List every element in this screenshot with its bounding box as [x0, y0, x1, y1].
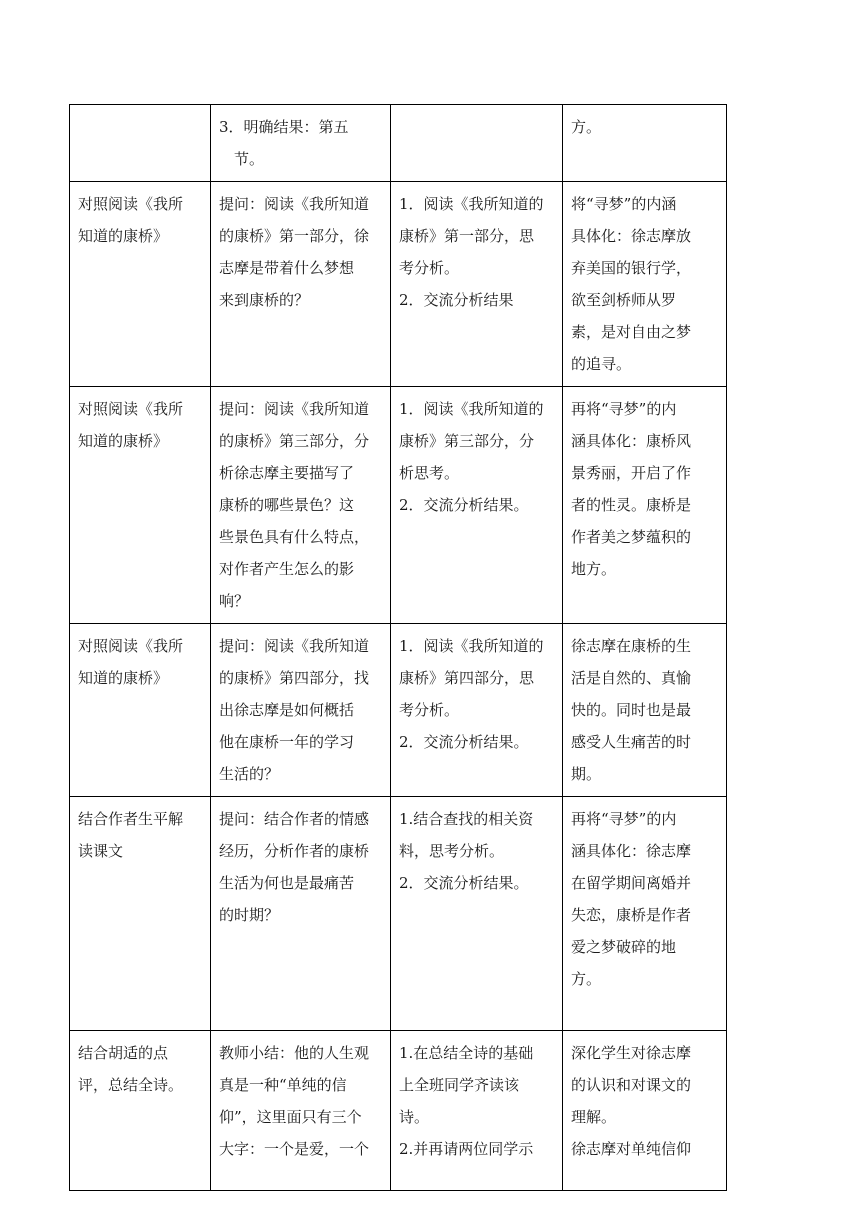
cell-text-line: 的康桥》第一部分，徐 — [219, 227, 370, 245]
design-intent-cell — [563, 387, 727, 624]
cell-text-line: 的认识和对课文的 — [571, 1076, 692, 1094]
cell-text-line: 欲至剑桥师从罗 — [571, 291, 677, 309]
design-intent-cell — [563, 105, 727, 182]
cell-text-line: 的时期？ — [219, 906, 280, 924]
cell-text-line: 大字：一个是爱，一个 — [219, 1140, 370, 1158]
cell-text-line: 感受人生痛苦的时 — [571, 733, 692, 751]
design-intent-cell — [563, 182, 727, 387]
cell-text-line: 康桥》第四部分，思 — [399, 669, 535, 687]
design-intent-cell — [563, 797, 727, 1031]
student-activity-cell — [391, 1031, 563, 1191]
cell-text-line: 他在康桥一年的学习 — [219, 733, 355, 751]
cell-text-line: 提问：阅读《我所知道 — [219, 400, 370, 418]
teacher-activity-cell — [211, 182, 391, 387]
cell-text-line: 些景色具有什么特点， — [219, 528, 370, 546]
cell-text-line: 真是一种“单纯的信 — [219, 1076, 347, 1094]
cell-text-line: 对照阅读《我所 — [78, 400, 184, 418]
cell-text-line: 将“寻梦”的内涵 — [571, 195, 677, 213]
cell-text-line: 来到康桥的？ — [219, 291, 310, 309]
student-activity-cell — [391, 105, 563, 182]
teacher-activity-cell — [211, 1031, 391, 1191]
cell-text-line: 结合胡适的点 — [78, 1044, 169, 1062]
cell-text-line: 读课文 — [78, 842, 124, 860]
cell-text-line: 2．交流分析结果。 — [399, 733, 529, 751]
cell-text-line: 康桥》第一部分，思 — [399, 227, 535, 245]
cell-text-line: 结合作者生平解 — [78, 810, 184, 828]
cell-text-line: 响？ — [219, 592, 250, 610]
table-row — [70, 182, 727, 387]
teaching-step-cell — [70, 1031, 211, 1191]
table-row — [70, 387, 727, 624]
cell-text-line: 考分析。 — [399, 259, 460, 277]
cell-text-line: 活是自然的、真愉 — [571, 669, 692, 687]
table-body — [70, 105, 727, 1191]
cell-text-line: 作者美之梦蕴积的 — [571, 528, 692, 546]
cell-text-line: 的康桥》第三部分，分 — [219, 432, 370, 450]
cell-text-line: 再将“寻梦”的内 — [571, 810, 677, 828]
teacher-activity-cell — [211, 797, 391, 1031]
cell-text-line: 提问：阅读《我所知道 — [219, 195, 370, 213]
cell-text-line: 1.在总结全诗的基础 — [399, 1044, 534, 1062]
cell-text-line: 1．阅读《我所知道的 — [399, 637, 544, 655]
cell-text-line: 快的。同时也是最 — [571, 701, 692, 719]
cell-text-line: 的追寻。 — [571, 355, 632, 373]
cell-text-line: 仰”，这里面只有三个 — [219, 1108, 362, 1126]
teaching-step-cell — [70, 182, 211, 387]
cell-text-line: 2．交流分析结果。 — [399, 874, 529, 892]
cell-text-line: 的康桥》第四部分，找 — [219, 669, 370, 687]
cell-text-line: 弃美国的银行学， — [571, 259, 692, 277]
cell-text-line: 素，是对自由之梦 — [571, 323, 692, 341]
student-activity-cell — [391, 797, 563, 1031]
cell-text-line: 方。 — [571, 118, 602, 136]
cell-text-line: 1.结合查找的相关资 — [399, 810, 534, 828]
lesson-plan-table — [69, 104, 727, 1191]
table-row — [70, 624, 727, 797]
design-intent-cell — [563, 624, 727, 797]
teacher-activity-cell — [211, 624, 391, 797]
cell-text-line: 3．明确结果：第五 — [219, 118, 349, 136]
design-intent-cell — [563, 1031, 727, 1191]
cell-text-line: 对照阅读《我所 — [78, 195, 184, 213]
cell-text-line: 上全班同学齐读该 — [399, 1076, 520, 1094]
cell-text-line: 康桥的哪些景色？这 — [219, 496, 355, 514]
teaching-step-cell — [70, 624, 211, 797]
cell-text-line: 诗。 — [399, 1108, 430, 1126]
cell-text-line: 地方。 — [571, 560, 617, 578]
cell-text-line: 在留学期间离婚并 — [571, 874, 692, 892]
teacher-activity-cell — [211, 387, 391, 624]
cell-text-line: 2．交流分析结果。 — [399, 496, 529, 514]
table-row — [70, 105, 727, 182]
cell-text-line: 生活为何也是最痛苦 — [219, 874, 355, 892]
cell-text-line: 爱之梦破碎的地 — [571, 938, 677, 956]
cell-text-line: 知道的康桥》 — [78, 432, 169, 450]
cell-text-line: 考分析。 — [399, 701, 460, 719]
teaching-step-cell — [70, 105, 211, 182]
cell-text-line: 知道的康桥》 — [78, 227, 169, 245]
teacher-activity-cell — [211, 105, 391, 182]
cell-text-line: 者的性灵。康桥是 — [571, 496, 692, 514]
teaching-step-cell — [70, 387, 211, 624]
cell-text-line: 料，思考分析。 — [399, 842, 505, 860]
cell-text-line: 徐志摩对单纯信仰 — [571, 1140, 692, 1158]
cell-text-line: 1．阅读《我所知道的 — [399, 400, 544, 418]
cell-text-line: 方。 — [571, 970, 602, 988]
cell-text-line: 再将“寻梦”的内 — [571, 400, 677, 418]
cell-text-line: 出徐志摩是如何概括 — [219, 701, 355, 719]
cell-text-line: 徐志摩在康桥的生 — [571, 637, 692, 655]
table-row — [70, 797, 727, 1031]
student-activity-cell — [391, 387, 563, 624]
cell-text-line: 评，总结全诗。 — [78, 1076, 184, 1094]
student-activity-cell — [391, 182, 563, 387]
cell-text-line: 提问：阅读《我所知道 — [219, 637, 370, 655]
cell-text-line: 经历，分析作者的康桥 — [219, 842, 370, 860]
cell-text-line: 析徐志摩主要描写了 — [219, 464, 355, 482]
cell-text-line: 析思考。 — [399, 464, 460, 482]
cell-text-line: 涵具体化：徐志摩 — [571, 842, 692, 860]
cell-text-line: 理解。 — [571, 1108, 617, 1126]
cell-text-line: 对作者产生怎么的影 — [219, 560, 355, 578]
cell-text-line: 失恋，康桥是作者 — [571, 906, 692, 924]
cell-text-line: 2．交流分析结果 — [399, 291, 514, 309]
cell-text-line: 对照阅读《我所 — [78, 637, 184, 655]
student-activity-cell — [391, 624, 563, 797]
cell-text-line: 具体化：徐志摩放 — [571, 227, 692, 245]
table-row — [70, 1031, 727, 1191]
cell-text-line: 教师小结：他的人生观 — [219, 1044, 370, 1062]
cell-text-line: 节。 — [219, 150, 265, 168]
cell-text-line: 期。 — [571, 765, 602, 783]
cell-text-line: 2.并再请两位同学示 — [399, 1140, 534, 1158]
teaching-step-cell — [70, 797, 211, 1031]
cell-text-line: 涵具体化：康桥风 — [571, 432, 692, 450]
cell-text-line: 景秀丽，开启了作 — [571, 464, 692, 482]
cell-text-line: 1．阅读《我所知道的 — [399, 195, 544, 213]
cell-text-line: 志摩是带着什么梦想 — [219, 259, 355, 277]
cell-text-line: 康桥》第三部分，分 — [399, 432, 535, 450]
cell-text-line: 提问：结合作者的情感 — [219, 810, 370, 828]
cell-text-line: 知道的康桥》 — [78, 669, 169, 687]
cell-text-line: 深化学生对徐志摩 — [571, 1044, 692, 1062]
cell-text-line: 生活的？ — [219, 765, 280, 783]
